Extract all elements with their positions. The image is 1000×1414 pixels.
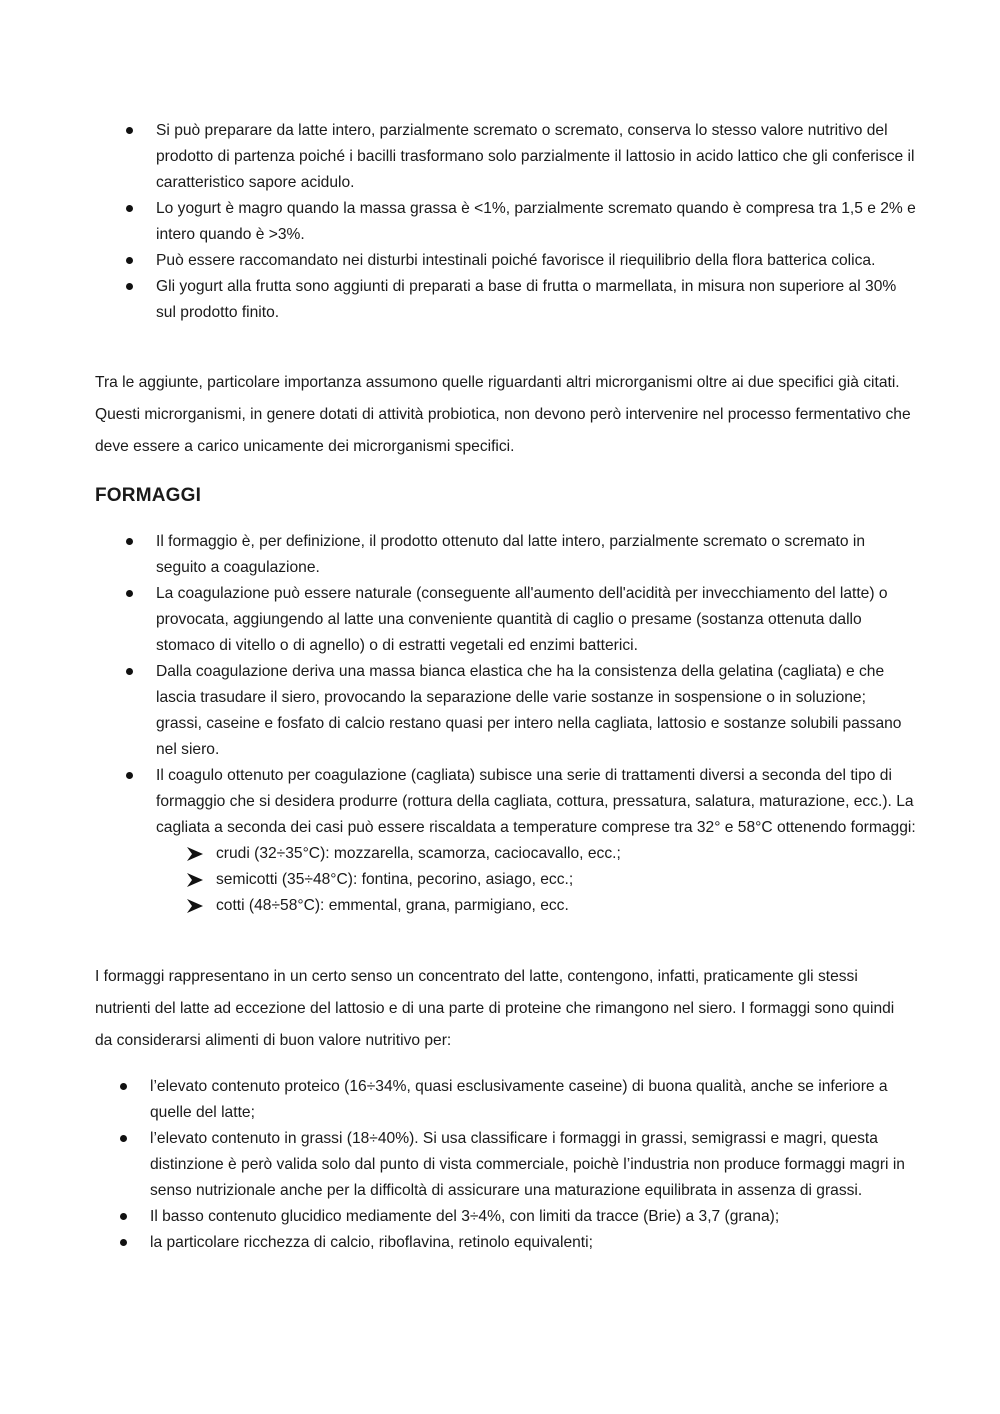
arrow-bullet-icon bbox=[186, 898, 204, 914]
sublist-item bbox=[156, 841, 916, 867]
list-item bbox=[156, 248, 916, 274]
yogurt-bullet-list bbox=[156, 118, 916, 326]
list-item bbox=[156, 529, 916, 581]
list-item-text: Può essere raccomandato nei disturbi intestinali poiché favorisce il riequilibrio della flora batterica colica. bbox=[156, 252, 876, 269]
arrow-bullet-icon bbox=[186, 846, 204, 862]
sublist-item bbox=[156, 893, 916, 919]
sublist-item bbox=[156, 867, 916, 893]
sublist-item-text: crudi (32÷35°C): mozzarella, scamorza, caciocavallo, ecc.; bbox=[216, 845, 621, 862]
list-item bbox=[150, 1230, 920, 1256]
list-item-text: La coagulazione può essere naturale (conseguente all'aumento dell'acidità per invecchiamento del latte) o provocata, aggiungendo al latte una conveniente quantità di caglio o presame (sostanza ottenuta dallo stomaco di vitello o di agnello) o di estratti vegetali ed enzimi batterici. bbox=[156, 585, 888, 654]
bullet-icon bbox=[120, 1083, 127, 1090]
list-item-text: Dalla coagulazione deriva una massa bianca elastica che ha la consistenza della gelatina (cagliata) e che lascia trasudare il siero, provocando la separazione delle varie sostanze in sospensione o in soluzione; grassi, caseine e fosfato di calcio restano quasi per intero nella cagliata, lattosio e sostanze solubili passano nel siero. bbox=[156, 663, 902, 758]
list-item-text: l’elevato contenuto proteico (16÷34%, quasi esclusivamente caseine) di buona qualità, anche se inferiore a quelle del latte; bbox=[150, 1078, 888, 1121]
bullet-icon bbox=[126, 772, 133, 779]
nutrienti-bullet-list bbox=[150, 1074, 920, 1256]
list-item bbox=[156, 274, 916, 326]
list-item-text: la particolare ricchezza di calcio, riboflavina, retinolo equivalenti; bbox=[150, 1234, 593, 1251]
list-item bbox=[156, 581, 916, 659]
list-item bbox=[156, 659, 916, 763]
bullet-icon bbox=[126, 590, 133, 597]
list-item bbox=[150, 1074, 920, 1126]
sublist-item-text: semicotti (35÷48°C): fontina, pecorino, asiago, ecc.; bbox=[216, 871, 574, 888]
bullet-icon bbox=[126, 127, 133, 134]
list-item-text: Si può preparare da latte intero, parzialmente scremato o scremato, conserva lo stesso valore nutritivo del prodotto di partenza poiché i bacilli trasformano solo parzialmente il lattosio in acido lattico che gli conferisce il caratteristico sapore acidulo. bbox=[156, 122, 915, 191]
bullet-icon bbox=[126, 538, 133, 545]
sublist-item-text: cotti (48÷58°C): emmental, grana, parmigiano, ecc. bbox=[216, 897, 569, 914]
formaggi-types-sublist bbox=[156, 841, 916, 919]
section-heading-formaggi: FORMAGGI bbox=[95, 485, 202, 506]
bullet-icon bbox=[126, 668, 133, 675]
paragraph-aggiunte: Tra le aggiunte, particolare importanza assumono quelle riguardanti altri microrganismi oltre ai due specifici già citati. Questi microrganismi, in genere dotati di attività probiotica, non devono però intervenire nel processo fermentativo che deve essere a carico unicamente dei microrganismi specifici. bbox=[95, 374, 911, 455]
formaggi-bullet-list bbox=[156, 529, 916, 919]
list-item bbox=[156, 196, 916, 248]
arrow-bullet-icon bbox=[186, 872, 204, 888]
bullet-icon bbox=[126, 283, 133, 290]
bullet-icon bbox=[126, 257, 133, 264]
bullet-icon bbox=[120, 1213, 127, 1220]
list-item bbox=[156, 118, 916, 196]
list-item bbox=[156, 763, 916, 919]
list-item-text: Il formaggio è, per definizione, il prodotto ottenuto dal latte intero, parzialmente scremato o scremato in seguito a coagulazione. bbox=[156, 533, 866, 576]
list-item-text: Gli yogurt alla frutta sono aggiunti di preparati a base di frutta o marmellata, in misura non superiore al 30% sul prodotto finito. bbox=[156, 278, 897, 321]
bullet-icon bbox=[120, 1239, 127, 1246]
list-item bbox=[150, 1126, 920, 1204]
bullet-icon bbox=[126, 205, 133, 212]
list-item-text: Il basso contenuto glucidico mediamente del 3÷4%, con limiti da tracce (Brie) a 3,7 (grana); bbox=[150, 1208, 780, 1225]
list-item-text: Il coagulo ottenuto per coagulazione (cagliata) subisce una serie di trattamenti diversi a seconda del tipo di formaggio che si desidera produrre (rottura della cagliata, cottura, pressatura, salatura, maturazione, ecc.). La cagliata a seconda dei casi può essere riscaldata a temperature comprese tra 32° e 58°C ottenendo formaggi: bbox=[156, 767, 916, 836]
list-item bbox=[150, 1204, 920, 1230]
bullet-icon bbox=[120, 1135, 127, 1142]
list-item-text: l’elevato contenuto in grassi (18÷40%). Si usa classificare i formaggi in grassi, semigrassi e magri, questa distinzione è però valida solo dal punto di vista commerciale, poichè l’industria non produce formaggi magri in senso nutrizionale anche per la difficoltà di assicurare una maturazione equilibrata in assenza di grassi. bbox=[150, 1130, 905, 1199]
list-item-text: Lo yogurt è magro quando la massa grassa è <1%, parzialmente scremato quando è compresa tra 1,5 e 2% e intero quando è >3%. bbox=[156, 200, 916, 243]
paragraph-concentrato: I formaggi rappresentano in un certo senso un concentrato del latte, contengono, infatti, praticamente gli stessi nutrienti del latte ad eccezione del lattosio e di una parte di proteine che rimangono nel siero. I formaggi sono quindi da considerarsi alimenti di buon valore nutritivo per: bbox=[95, 968, 895, 1049]
